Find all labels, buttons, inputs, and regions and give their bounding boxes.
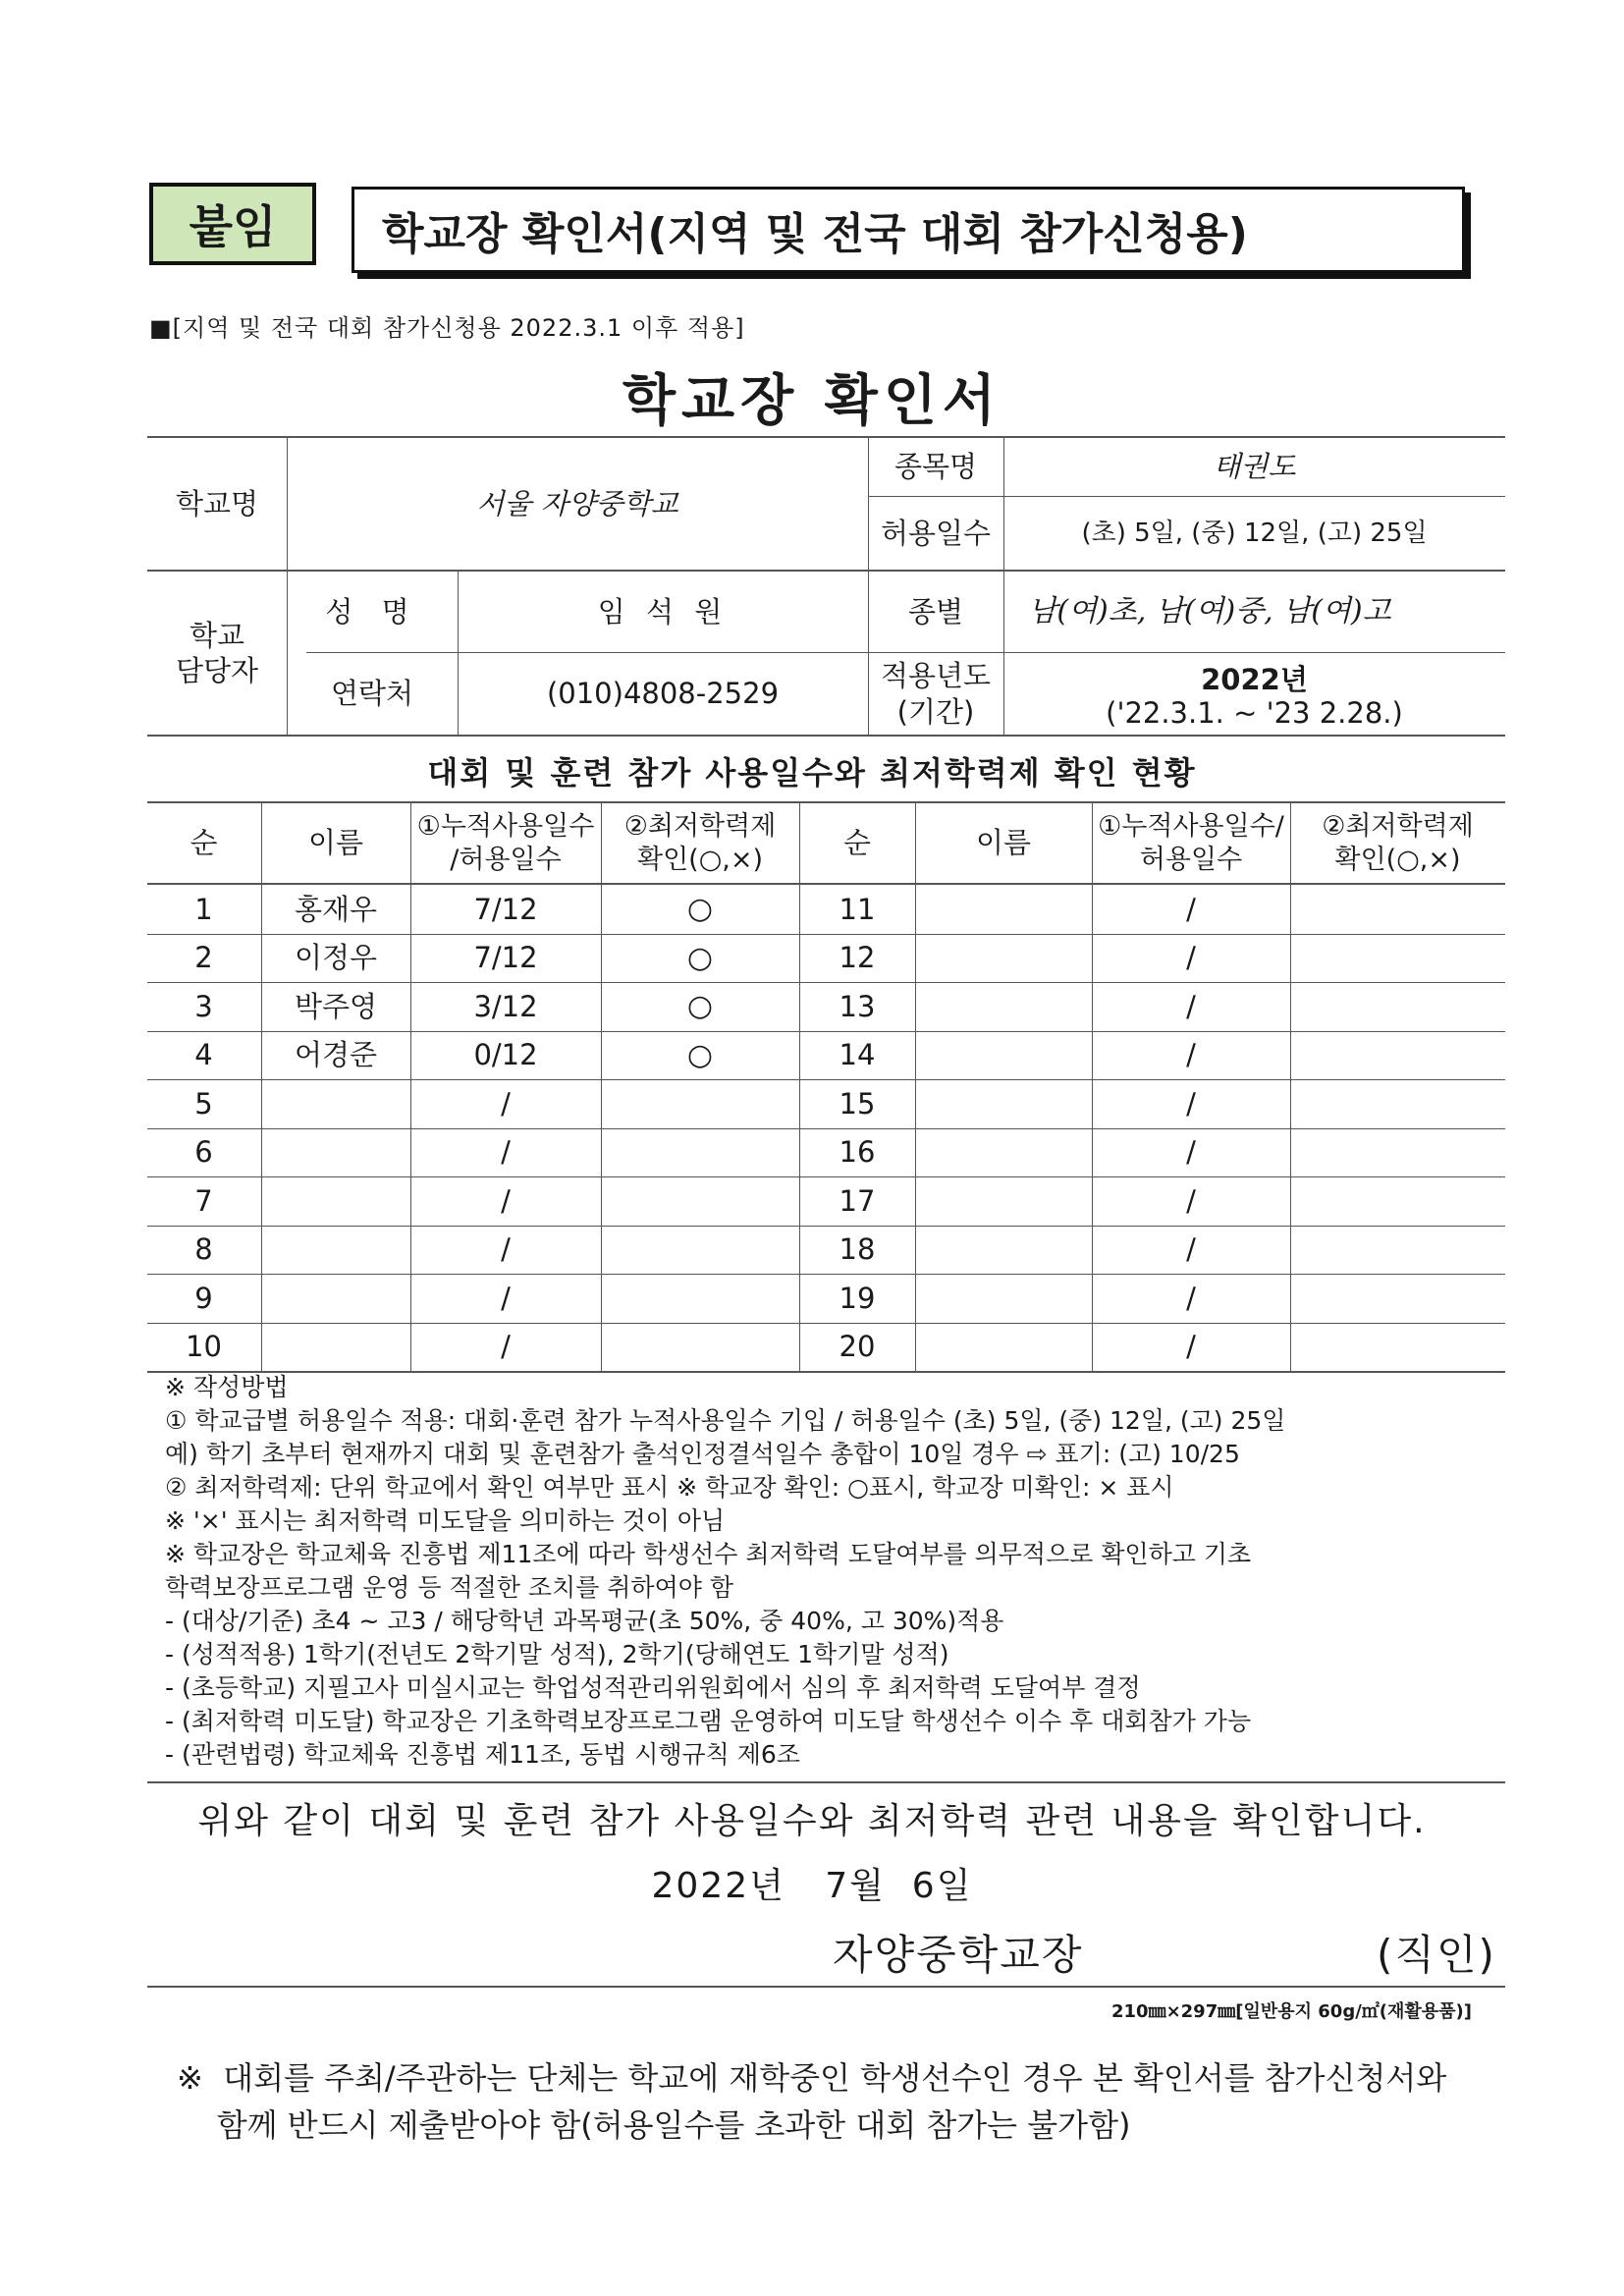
table-column-line bbox=[799, 801, 800, 1371]
table-cell-check-left: ○ bbox=[686, 940, 714, 975]
table-cell-name-left: 홍재우 bbox=[294, 892, 378, 926]
principal-title: 자양중학교장 bbox=[833, 1931, 1084, 1979]
paper-spec: 210㎜×297㎜[일반용지 60g/㎡(재활용품)] bbox=[1111, 2001, 1473, 2022]
note-line: - (초등학교) 지필고사 미실시교는 학업성적관리위원회에서 심의 후 최저학력 도달여부 결정 bbox=[165, 1673, 1141, 1702]
table-cell-seq-left: 5 bbox=[194, 1086, 213, 1121]
applicability-note: ■[지역 및 전국 대회 참가신청용 2022.3.1 이후 적용] bbox=[149, 314, 745, 342]
header-days-left: ①누적사용일수 /허용일수 bbox=[416, 810, 595, 875]
table-row-line bbox=[147, 982, 1505, 983]
note-line: - (대상/기준) 초4 ~ 고3 / 해당학년 과목평균(초 50%, 중 40%, 고 30%)적용 bbox=[165, 1607, 1004, 1635]
table-cell-check-left bbox=[601, 1128, 799, 1177]
table-column-line bbox=[1092, 801, 1093, 1371]
table-cell-days-right: / bbox=[1186, 1135, 1196, 1170]
note-line: ① 학교급별 허용일수 적용: 대회·훈련 참가 누적사용일수 기입 / 허용일수 (초) 5일, (중) 12일, (고) 25일 bbox=[165, 1406, 1286, 1435]
table-cell-name-right bbox=[915, 1176, 1092, 1226]
table-cell-seq-left: 2 bbox=[194, 941, 213, 975]
table-row-line bbox=[147, 1176, 1505, 1177]
table-cell-name-right bbox=[915, 934, 1092, 983]
table-cell-check-right bbox=[1290, 1274, 1505, 1323]
table-cell-name-right bbox=[915, 982, 1092, 1031]
table-cell-days-left: / bbox=[501, 1281, 511, 1315]
table-cell-days-right: / bbox=[1186, 941, 1196, 975]
table-cell-days-left: 7/12 bbox=[473, 892, 538, 926]
table-cell-days-left: / bbox=[501, 1086, 511, 1121]
table-cell-name-right bbox=[915, 885, 1092, 934]
school-name: 서울 자양중학교 bbox=[476, 486, 678, 520]
table-cell-name-left: 박주영 bbox=[294, 989, 378, 1023]
table-cell-days-right: / bbox=[1186, 1232, 1196, 1267]
table-cell-check-left bbox=[601, 1323, 799, 1372]
table-cell-seq-right: 20 bbox=[839, 1330, 876, 1364]
table-column-line bbox=[261, 801, 262, 1371]
table-cell-days-right: / bbox=[1186, 1086, 1196, 1121]
table-cell-check-left: ○ bbox=[686, 989, 714, 1023]
table-cell-check-left bbox=[601, 1176, 799, 1226]
table-cell-check-right bbox=[1290, 1079, 1505, 1128]
table-cell-days-right: / bbox=[1186, 1183, 1196, 1218]
table-cell-name-right bbox=[915, 1274, 1092, 1323]
header-title-box bbox=[352, 187, 1465, 273]
table-cell-check-right bbox=[1290, 885, 1505, 934]
allowed-days-value: (초) 5일, (중) 12일, (고) 25일 bbox=[1081, 518, 1428, 548]
table-cell-seq-right: 18 bbox=[839, 1232, 876, 1267]
table-cell-seq-left: 3 bbox=[194, 989, 213, 1023]
info-line-bottom bbox=[147, 735, 1505, 737]
table-cell-check-right bbox=[1290, 1176, 1505, 1226]
table-cell-days-left: 7/12 bbox=[473, 941, 538, 975]
table-cell-days-left: / bbox=[501, 1232, 511, 1267]
table-cell-days-right: / bbox=[1186, 989, 1196, 1023]
table-row-line bbox=[147, 1128, 1505, 1129]
table-cell-check-left bbox=[601, 1274, 799, 1323]
table-cell-check-right bbox=[1290, 1031, 1505, 1080]
table-cell-seq-left: 6 bbox=[194, 1135, 213, 1170]
header-seq-left: 순 bbox=[189, 826, 218, 860]
footer-line: 함께 반드시 제출받아야 함(허용일수를 초과한 대회 참가는 불가함) bbox=[177, 2106, 1131, 2144]
official-seal-label: (직인) bbox=[1377, 1931, 1496, 1979]
table-cell-days-right: / bbox=[1186, 1281, 1196, 1315]
table-cell-name-right bbox=[915, 1323, 1092, 1372]
note-line: ※ 작성방법 bbox=[165, 1373, 289, 1401]
table-cell-name-left bbox=[261, 1226, 410, 1275]
confirmation-statement: 위와 같이 대회 및 훈련 참가 사용일수와 최저학력 관련 내용을 확인합니다. bbox=[197, 1801, 1427, 1841]
table-cell-check-left: ○ bbox=[686, 1037, 714, 1072]
attachment-tag bbox=[149, 183, 316, 265]
footer-note bbox=[177, 2054, 1532, 2149]
notes-divider bbox=[147, 1781, 1505, 1783]
header-title: 학교장 확인서(지역 및 전국 대회 참가신청용) bbox=[382, 209, 1248, 259]
table-cell-days-right: / bbox=[1186, 1038, 1196, 1072]
table-cell-seq-right: 15 bbox=[839, 1086, 876, 1121]
table-cell-check-right bbox=[1290, 1323, 1505, 1372]
table-column-line bbox=[915, 801, 916, 1371]
header-name-right: 이름 bbox=[975, 826, 1032, 860]
period-label: 적용년도 (기간) bbox=[880, 659, 992, 729]
note-line: - (관련법령) 학교체육 진흥법 제11조, 동법 시행규칙 제6조 bbox=[165, 1740, 800, 1769]
header-seq-right: 순 bbox=[842, 826, 871, 860]
manager-name: 임 석 원 bbox=[597, 594, 729, 629]
table-cell-name-left bbox=[261, 1274, 410, 1323]
note-line: - (성적적용) 1학기(전년도 2학기말 성적), 2학기(당해연도 1학기말 성적) bbox=[165, 1640, 949, 1668]
table-row-line bbox=[147, 1274, 1505, 1275]
table-cell-name-left bbox=[261, 1079, 410, 1128]
contact-value: (010)4808-2529 bbox=[546, 677, 780, 711]
note-line: 학력보장프로그램 운영 등 적절한 조치를 취하여야 함 bbox=[165, 1573, 733, 1602]
table-cell-seq-right: 16 bbox=[839, 1135, 876, 1170]
contact-label: 연락처 bbox=[330, 677, 414, 711]
table-cell-check-left bbox=[601, 1226, 799, 1275]
name-label: 성 명 bbox=[325, 594, 419, 629]
table-cell-seq-left: 1 bbox=[194, 892, 213, 926]
confirmation-date: 2022년 7월 6일 bbox=[651, 1866, 973, 1906]
section-title: 대회 및 훈련 참가 사용일수와 최저학력제 확인 현황 bbox=[427, 754, 1197, 792]
table-cell-check-right bbox=[1290, 982, 1505, 1031]
table-cell-days-left: / bbox=[501, 1183, 511, 1218]
sport-label: 종목명 bbox=[893, 450, 978, 484]
table-cell-days-left: / bbox=[501, 1135, 511, 1170]
header-name-left: 이름 bbox=[307, 826, 364, 860]
table-cell-seq-left: 7 bbox=[194, 1183, 213, 1218]
gender-value: 남(여)초, 남(여)중, 남(여)고 bbox=[1028, 594, 1391, 629]
table-column-line bbox=[410, 801, 411, 1371]
note-line: ※ 학교장은 학교체육 진흥법 제11조에 따라 학생선수 최저학력 도달여부를 의무적으로 확인하고 기초 bbox=[165, 1540, 1252, 1568]
table-cell-days-left: 0/12 bbox=[473, 1038, 538, 1072]
footer-line: ※ 대회를 주최/주관하는 단체는 학교에 재학중인 학생선수인 경우 본 확인서를 참가신청서와 bbox=[177, 2059, 1447, 2097]
table-row-line bbox=[147, 934, 1505, 935]
sport-value: 태권도 bbox=[1213, 450, 1296, 484]
gender-label: 종별 bbox=[907, 594, 964, 629]
table-cell-name-left: 이정우 bbox=[294, 941, 378, 975]
table-cell-days-right: / bbox=[1186, 892, 1196, 926]
note-line: ※ '×' 표시는 최저학력 미도달을 의미하는 것이 아님 bbox=[165, 1506, 726, 1535]
table-row-line bbox=[147, 1323, 1505, 1324]
table-cell-name-right bbox=[915, 1226, 1092, 1275]
header-days-right: ①누적사용일수/ 허용일수 bbox=[1098, 810, 1284, 875]
table-cell-name-left bbox=[261, 1128, 410, 1177]
table-column-line bbox=[1290, 801, 1291, 1371]
table-cell-name-right bbox=[915, 1079, 1092, 1128]
table-row-line bbox=[147, 1226, 1505, 1227]
table-cell-name-right bbox=[915, 1031, 1092, 1080]
attachment-tag-label: 붙임 bbox=[189, 200, 277, 253]
note-line: - (최저학력 미도달) 학교장은 기초학력보장프로그램 운영하여 미도달 학생선수 이수 후 대회참가 가능 bbox=[165, 1707, 1252, 1735]
table-cell-days-left: / bbox=[501, 1330, 511, 1364]
table-cell-seq-left: 10 bbox=[186, 1330, 222, 1364]
school-label: 학교명 bbox=[175, 486, 259, 520]
table-cell-check-right bbox=[1290, 1128, 1505, 1177]
table-row-line bbox=[147, 1031, 1505, 1032]
note-line: 예) 학기 초부터 현재까지 대회 및 훈련참가 출석인정결석일수 총합이 10일 경우 ⇨ 표기: (고) 10/25 bbox=[165, 1440, 1240, 1468]
paper-divider bbox=[147, 1986, 1505, 1988]
table-cell-name-left: 어경준 bbox=[294, 1038, 378, 1072]
document-title: 학교장 확인서 bbox=[622, 369, 1002, 433]
writing-instructions bbox=[165, 1371, 1520, 1772]
table-cell-check-left bbox=[601, 1079, 799, 1128]
table-cell-check-right bbox=[1290, 934, 1505, 983]
table-cell-seq-left: 8 bbox=[194, 1232, 213, 1267]
table-cell-check-right bbox=[1290, 1226, 1505, 1275]
table-cell-seq-right: 13 bbox=[839, 989, 876, 1023]
manager-label: 학교 담당자 bbox=[175, 618, 259, 687]
table-cell-seq-right: 19 bbox=[839, 1281, 876, 1315]
table-cell-seq-left: 9 bbox=[194, 1281, 213, 1315]
table-cell-name-left bbox=[261, 1176, 410, 1226]
table-cell-seq-right: 17 bbox=[839, 1183, 876, 1218]
note-line: ② 최저학력제: 단위 학교에서 확인 여부만 표시 ※ 학교장 확인: ○표시, 학교장 미확인: × 표시 bbox=[165, 1473, 1174, 1502]
header-check-left: ②최저학력제 확인(○,×) bbox=[623, 810, 777, 875]
table-cell-seq-left: 4 bbox=[194, 1038, 213, 1072]
table-cell-name-right bbox=[915, 1128, 1092, 1177]
table-row-line bbox=[147, 1079, 1505, 1080]
table-cell-name-left bbox=[261, 1323, 410, 1372]
period-year: 2022년 bbox=[1201, 662, 1308, 696]
period-range: ('22.3.1. ~ '23 2.28.) bbox=[1106, 695, 1403, 730]
table-cell-seq-right: 12 bbox=[839, 941, 876, 975]
table-cell-seq-right: 14 bbox=[839, 1038, 876, 1072]
table-column-line bbox=[601, 801, 602, 1371]
header-check-right: ②최저학력제 확인(○,×) bbox=[1322, 810, 1474, 875]
table-cell-check-left: ○ bbox=[686, 892, 714, 926]
allowed-days-label: 허용일수 bbox=[880, 516, 992, 550]
table-cell-seq-right: 11 bbox=[839, 892, 876, 926]
table-cell-days-right: / bbox=[1186, 1330, 1196, 1364]
table-cell-days-left: 3/12 bbox=[473, 989, 538, 1023]
